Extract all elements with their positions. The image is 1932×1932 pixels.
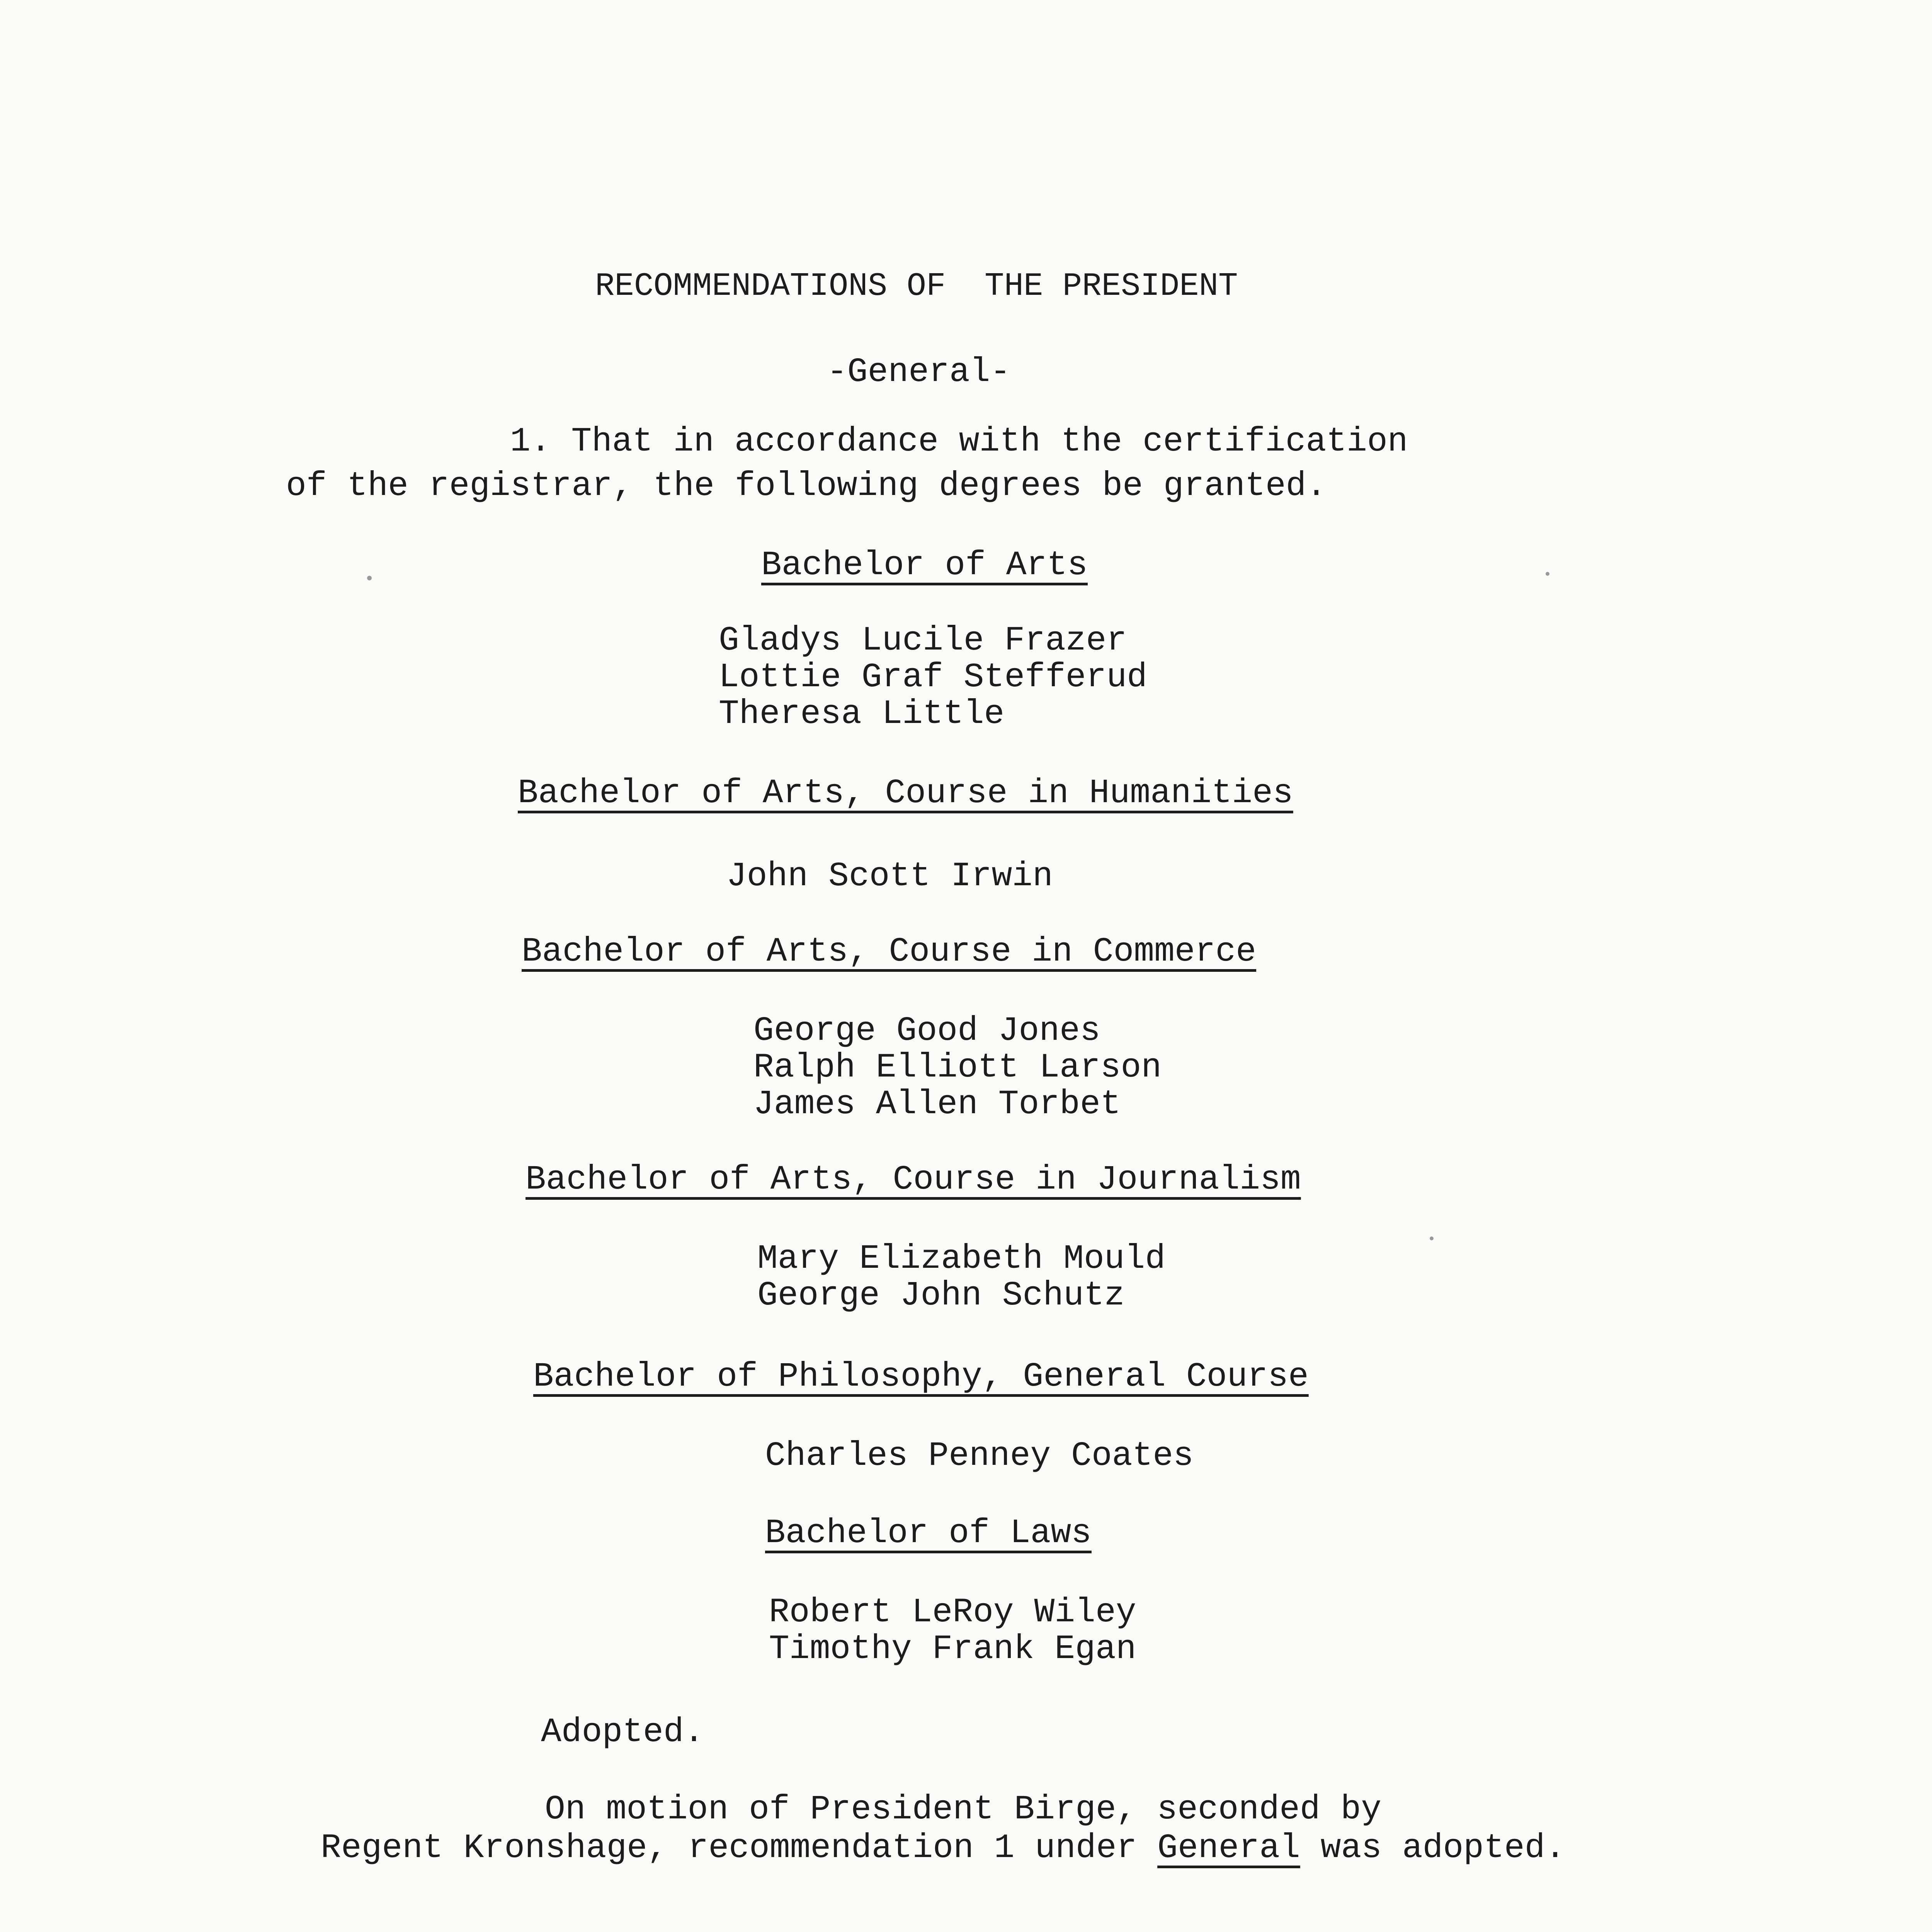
degree-title: Bachelor of Philosophy, General Course <box>533 1358 1309 1396</box>
adopted-general: Adopted. <box>541 1713 704 1752</box>
graduate-name: Ralph Elliott Larson <box>753 1049 1162 1087</box>
motion-line2-post: was adopted. <box>1300 1829 1566 1867</box>
graduate-name: George Good Jones <box>753 1012 1100 1050</box>
motion-general-ref: General <box>1157 1829 1300 1867</box>
degree-title: Bachelor of Arts, Course in Humanities <box>518 774 1293 813</box>
scan-speck <box>1546 572 1549 576</box>
graduate-name: George John Schutz <box>757 1277 1125 1315</box>
motion-line2 <box>321 1829 1566 1867</box>
graduate-name: James Allen Torbet <box>753 1085 1121 1124</box>
graduate-name: Theresa Little <box>719 695 1005 733</box>
section-title-general: -General- <box>827 353 1011 391</box>
scan-speck <box>367 576 372 580</box>
degree-title: Bachelor of Laws <box>765 1514 1092 1553</box>
graduate-name: Timothy Frank Egan <box>769 1630 1136 1668</box>
graduate-name: Gladys Lucile Frazer <box>719 622 1127 660</box>
graduate-name: Mary Elizabeth Mould <box>757 1240 1166 1278</box>
motion-line2-pre: Regent Kronshage, recommendation 1 under <box>321 1829 1158 1867</box>
document-heading: RECOMMENDATIONS OF THE PRESIDENT <box>595 268 1238 305</box>
scan-speck <box>1430 1236 1434 1240</box>
general-item1-line1: 1. That in accordance with the certification <box>510 423 1408 461</box>
graduate-name: Robert LeRoy Wiley <box>769 1594 1136 1632</box>
degree-title: Bachelor of Arts, Course in Commerce <box>522 933 1257 971</box>
degree-title: Bachelor of Arts, Course in Journalism <box>526 1161 1301 1199</box>
general-item1-line2: of the registrar, the following degrees be granted. <box>286 467 1327 505</box>
graduate-name: Lottie Graf Stefferud <box>719 658 1147 697</box>
degree-title: Bachelor of Arts <box>761 546 1088 585</box>
graduate-name: John Scott Irwin <box>726 857 1053 896</box>
motion-line1: On motion of President Birge, seconded by <box>545 1791 1382 1829</box>
graduate-name: Charles Penney Coates <box>765 1437 1194 1475</box>
